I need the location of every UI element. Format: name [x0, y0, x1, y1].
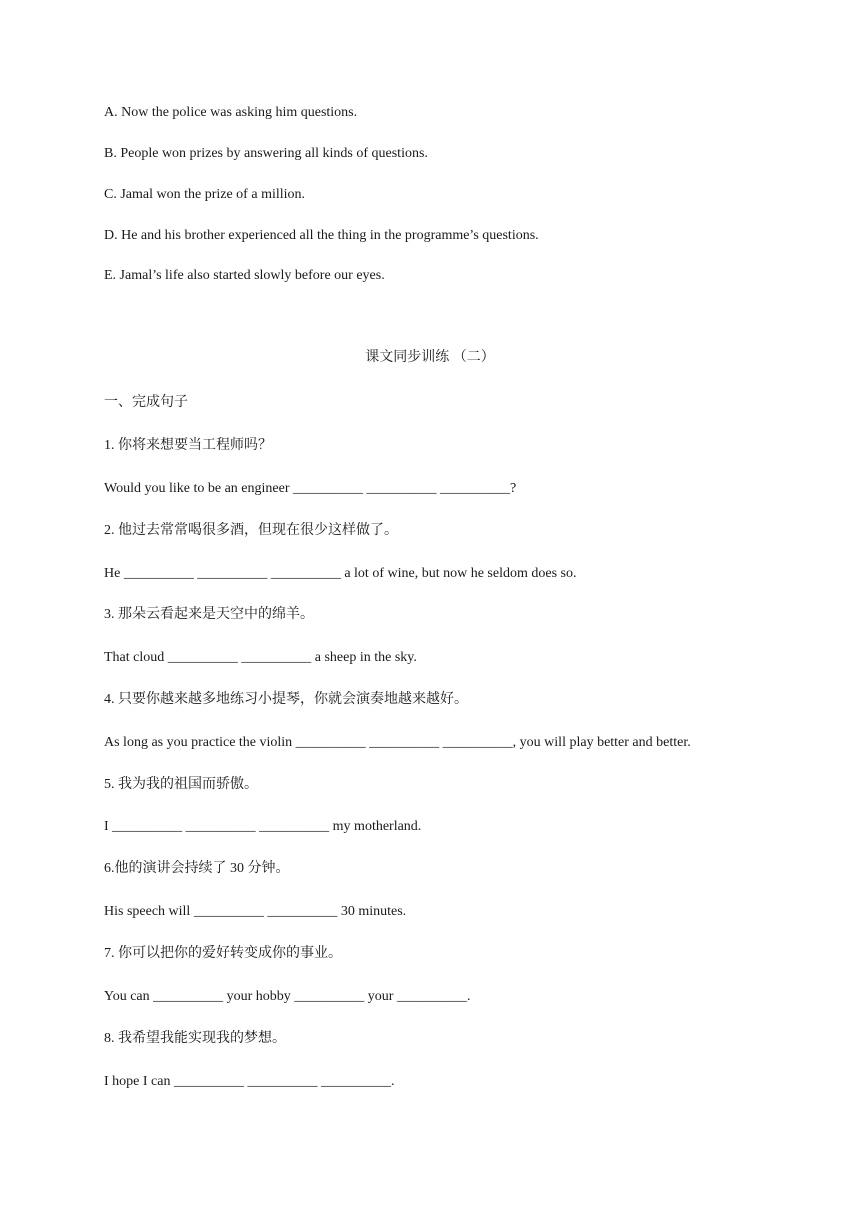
item-1-english: Would you like to be an engineer __________ __________ __________? — [104, 481, 517, 496]
option-a: A. Now the police was asking him questions. — [104, 105, 358, 120]
item-8-english: I hope I can __________ __________ __________. — [104, 1074, 395, 1089]
item-1-chinese: 1. 你将来想要当工程师吗？ — [104, 438, 272, 453]
item-7-english: You can __________ your hobby __________ your __________. — [104, 989, 471, 1004]
option-c: C. Jamal won the prize of a million. — [104, 187, 306, 202]
item-2-chinese: 2. 他过去常常喝很多酒，但现在很少这样做了。 — [104, 523, 398, 538]
item-6-chinese: 6.他的演讲会持续了 30 分钟。 — [104, 861, 290, 876]
option-b: B. People won prizes by answering all kinds of questions. — [104, 146, 428, 161]
item-2-english: He __________ __________ __________ a lot of wine, but now he seldom does so. — [104, 566, 577, 581]
option-e: E. Jamal’s life also started slowly before our eyes. — [104, 268, 385, 283]
item-4-chinese: 4. 只要你越来越多地练习小提琴，你就会演奏地越来越好。 — [104, 692, 468, 707]
item-3-chinese: 3. 那朵云看起来是天空中的绵羊。 — [104, 607, 314, 622]
item-7-chinese: 7. 你可以把你的爱好转变成你的事业。 — [104, 946, 342, 961]
item-4-english: As long as you practice the violin __________ __________ __________, you will play better and better. — [104, 735, 691, 750]
item-5-chinese: 5. 我为我的祖国而骄傲。 — [104, 777, 258, 792]
item-5-english: I __________ __________ __________ my motherland. — [104, 819, 422, 834]
option-d: D. He and his brother experienced all the thing in the programme’s questions. — [104, 228, 539, 243]
item-8-chinese: 8. 我希望我能实现我的梦想。 — [104, 1031, 286, 1046]
section-title: 课文同步训练 （二） — [365, 350, 495, 365]
item-6-english: His speech will __________ __________ 30 minutes. — [104, 904, 407, 919]
item-3-english: That cloud __________ __________ a sheep in the sky. — [104, 650, 417, 665]
part-heading: 一、完成句子 — [104, 395, 188, 410]
